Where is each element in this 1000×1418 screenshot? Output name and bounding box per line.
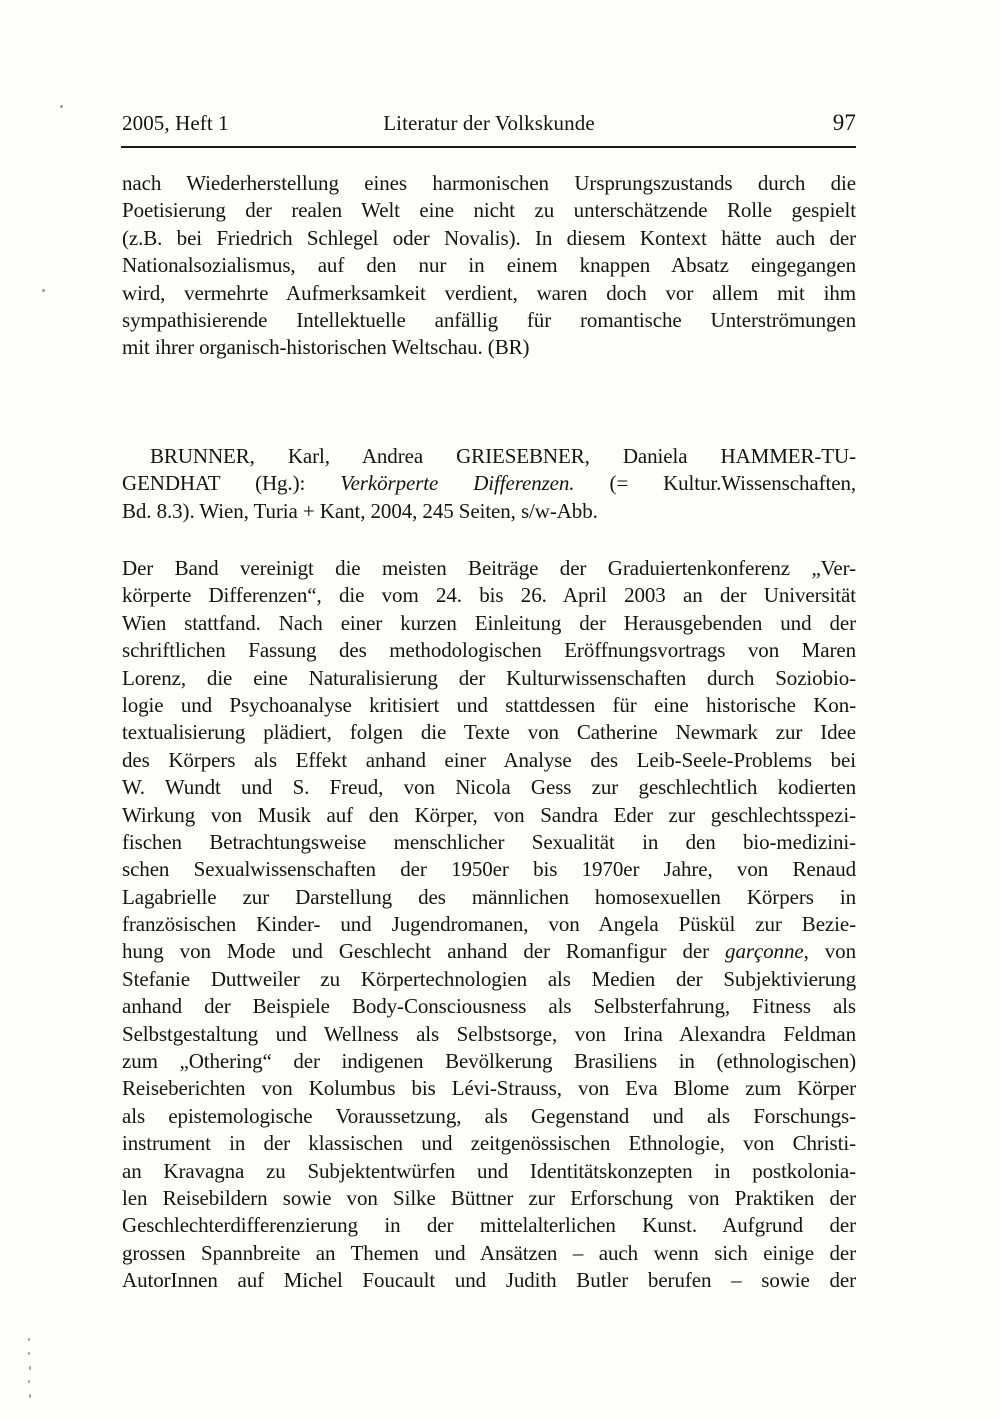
text-line: Bd. 8.3). Wien, Turia + Kant, 2004, 245 Seiten, s/w-Abb. [122,498,598,523]
text-line: BRUNNER, Karl, Andrea GRIESEBNER, Daniela HAMMER-TU- [150,444,856,468]
text-line: Der Band vereinigt die meisten Beiträge der Graduiertenkonferenz „Ver- [122,556,856,580]
text-line: Nationalsozialismus, auf den nur in einem knappen Absatz eingegangen [122,253,856,278]
text-line: mit ihrer organisch-historischen Weltschau. (BR) [122,335,530,360]
text-line: len Reisebildern sowie von Silke Büttner zur Erforschung von Praktiken der [122,1185,856,1210]
text-line: Reiseberichten von Kolumbus bis Lévi-Strauss, von Eva Blome zum Körper [122,1076,856,1101]
text-line: an Kravagna zu Subjektentwürfen und Identitätskonzepten in postkolonia- [122,1158,856,1183]
text-line: AutorInnen auf Michel Foucault und Judith Butler berufen – sowie der [122,1268,856,1293]
text-line: fischen Betrachtungsweise menschlicher Sexualität in den bio-medizini- [122,829,856,854]
header-issue: 2005, Heft 1 [122,111,229,135]
text-line: französischen Kinder- und Jugendromanen, von Angela Püskül zur Bezie- [122,912,856,937]
scan-speckle [28,1380,30,1383]
text-line: nach Wiederherstellung eines harmonischen Ursprungszustands durch die [122,171,856,195]
text-line: schen Sexualwissenschaften der 1950er bis 1970er Jahre, von Renaud [122,857,856,882]
text-line: logie und Psychoanalyse kritisiert und stattdessen für eine historische Kon- [122,692,856,717]
header-journal-title: Literatur der Volkskunde [383,111,595,135]
scan-speckle [29,1366,31,1370]
scan-speckle [42,289,45,292]
text-line: hung von Mode und Geschlecht anhand der Romanfigur der garçonne, von [122,939,856,964]
text-line: instrument in der klassischen und zeitgenössischen Ethnologie, von Christi- [122,1131,856,1156]
text-line: Geschlechterdifferenzierung in der mittelalterlichen Kunst. Aufgrund der [122,1213,856,1238]
scan-speckle [28,1352,30,1355]
text-line: körperte Differenzen“, die vom 24. bis 26. April 2003 an der Universität [122,583,856,608]
text-line: sympathisierende Intellektuelle anfällig für romantische Unterströmungen [122,307,856,332]
text-line: anhand der Beispiele Body-Consciousness als Selbsterfahrung, Fitness als [122,994,856,1019]
text-line: W. Wundt und S. Freud, von Nicola Gess zur geschlechtlich kodierten [122,775,856,800]
scan-speckle [29,1394,31,1398]
text-line: GENDHAT (Hg.): Verkörperte Differenzen. (= Kultur.Wissenschaften, [122,471,856,496]
text-line: zum „Othering“ der indigenen Bevölkerung Brasiliens in (ethnologischen) [122,1049,856,1074]
text-line: wird, vermehrte Aufmerksamkeit verdient, waren doch vor allem mit ihm [122,280,856,305]
text-line: grossen Spannbreite an Themen und Ansätzen – auch wenn sich einige der [122,1240,856,1265]
running-header [122,111,856,135]
text-line: Selbstgestaltung und Wellness als Selbstsorge, von Irina Alexandra Feldman [122,1021,856,1046]
scan-speckle [60,105,63,108]
text-line: als epistemologische Voraussetzung, als Gegenstand und als Forschungs- [122,1103,856,1128]
header-page-number: 97 [832,110,856,135]
text-line: Wirkung von Musik auf den Körper, von Sandra Eder zur geschlechtsspezi- [122,802,856,827]
paragraph-review-continuation [122,170,856,362]
text-line: (z.B. bei Friedrich Schlegel oder Novalis). In diesem Kontext hätte auch der [122,225,856,250]
text-line: Lagabrielle zur Darstellung des männlichen homosexuellen Körpers in [122,884,856,909]
text-line: Stefanie Duttweiler zu Körpertechnologien als Medien der Subjektivierung [122,966,856,991]
text-line: textualisierung plädiert, folgen die Texte von Catherine Newmark zur Idee [122,720,856,745]
paragraph-review-body [122,555,856,1295]
text-line: Wien stattfand. Nach einer kurzen Einleitung der Herausgebenden und der [122,610,856,635]
text-line: Lorenz, die eine Naturalisierung der Kulturwissenschaften durch Soziobio- [122,665,856,690]
text-line: schriftlichen Fassung des methodologischen Eröffnungsvortrags von Maren [122,638,856,663]
header-rule [121,146,856,148]
scan-speckle [28,1338,30,1341]
book-citation [122,443,856,525]
text-line: Poetisierung der realen Welt eine nicht zu unterschätzende Rolle gespielt [122,198,856,223]
text-line: des Körpers als Effekt anhand einer Analyse des Leib-Seele-Problems bei [122,747,856,772]
